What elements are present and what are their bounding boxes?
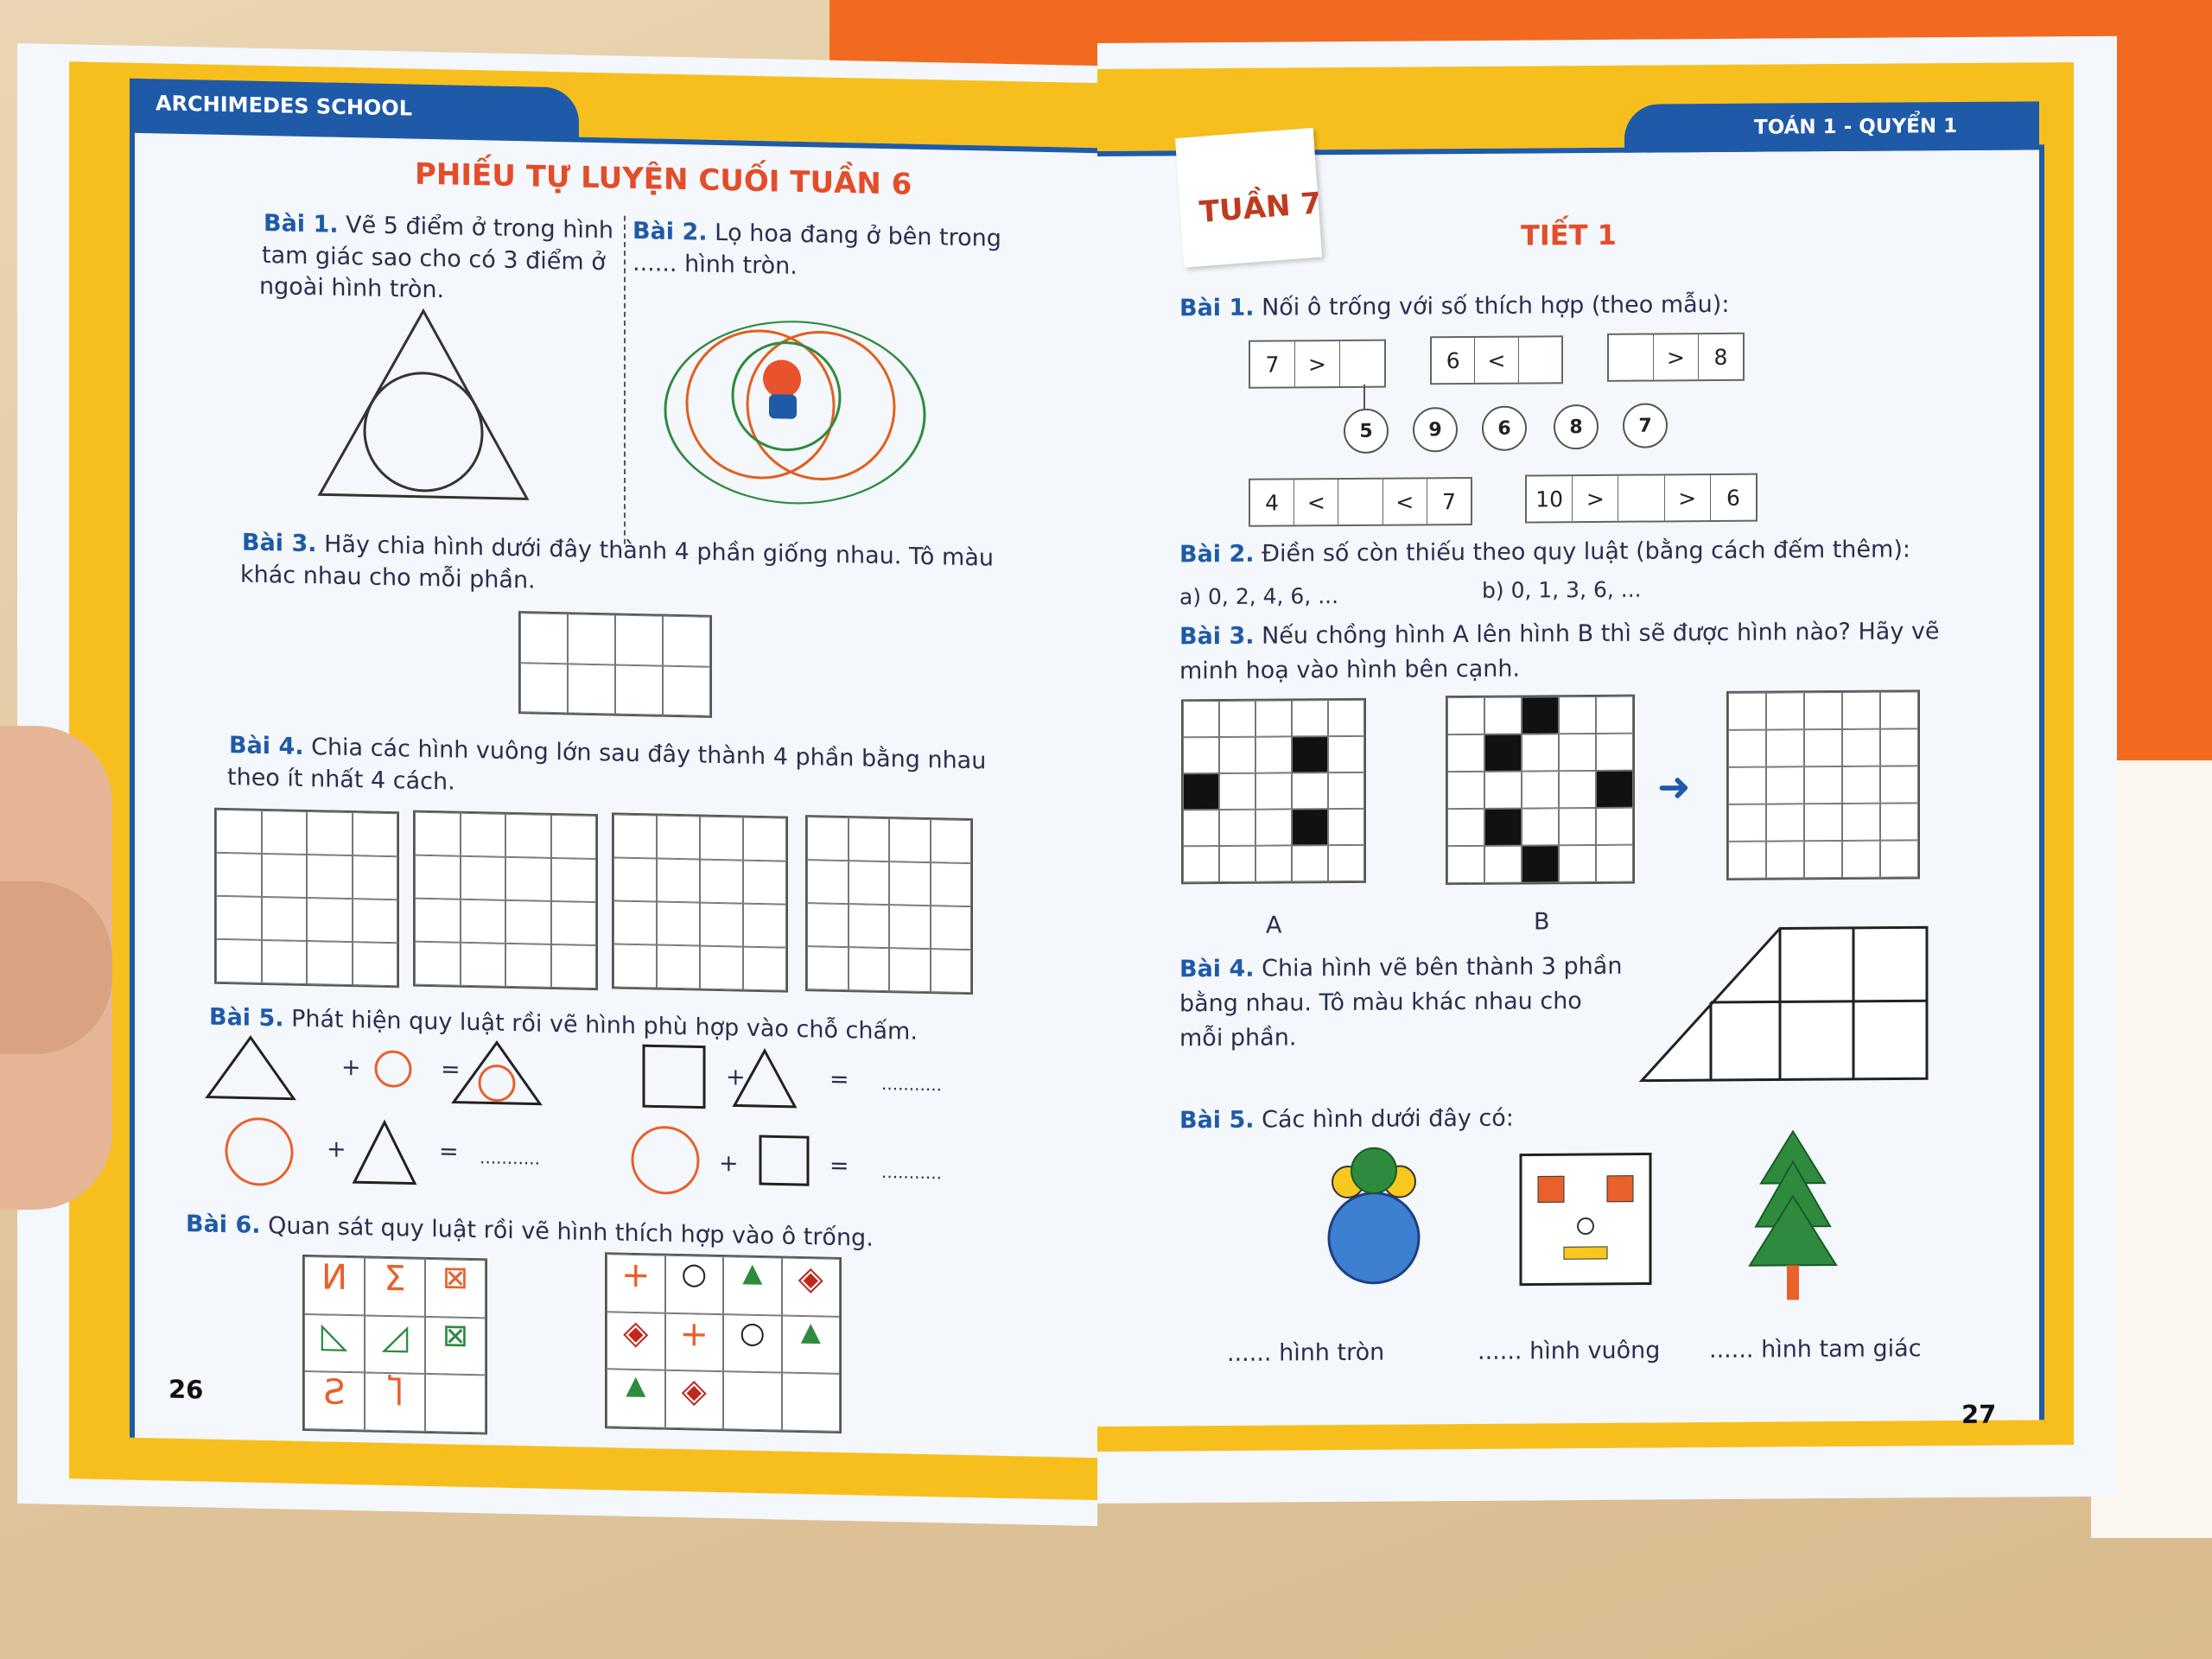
grid-cell bbox=[1880, 728, 1918, 766]
grid-cell bbox=[1447, 697, 1484, 734]
grid-cell bbox=[743, 861, 786, 905]
arrow-right-icon: ➜ bbox=[1657, 763, 1691, 810]
grid-cell bbox=[1183, 737, 1219, 773]
r-bai4-line2: bằng nhau. Tô màu khác nhau cho bbox=[1179, 988, 1582, 1018]
grid-cell bbox=[849, 947, 890, 991]
grid-cell bbox=[1484, 772, 1522, 809]
grid-cell bbox=[1255, 809, 1292, 845]
grid-cell bbox=[461, 813, 506, 857]
grid-cell bbox=[931, 906, 972, 950]
bai3-line2: khác nhau cho mỗi phần. bbox=[240, 561, 536, 594]
trapezoid-figure bbox=[1642, 927, 1927, 1084]
grid-cell bbox=[1328, 809, 1364, 845]
number-circle-6[interactable]: 6 bbox=[1482, 406, 1527, 451]
grid-cell bbox=[1766, 729, 1804, 766]
grid-cell bbox=[1522, 771, 1559, 808]
grid-cell bbox=[1728, 767, 1766, 804]
grid-cell bbox=[700, 946, 743, 990]
grid-cell bbox=[807, 817, 849, 861]
r-bai2-text: Bài 2. Điền số còn thiếu theo quy luật (bằng cách đếm thêm): bbox=[1179, 536, 1910, 569]
grid-cell bbox=[307, 941, 353, 985]
bai5-dots-1: ........... bbox=[881, 1072, 942, 1096]
r-bai2-a: a) 0, 2, 4, 6, ... bbox=[1179, 583, 1339, 610]
compare-box-3[interactable]: > 8 bbox=[1607, 333, 1745, 382]
count-circles: ...... hình tròn bbox=[1227, 1338, 1385, 1367]
grid-cell bbox=[1447, 809, 1484, 846]
grid-cell bbox=[1219, 846, 1255, 882]
grid-cell bbox=[1292, 736, 1328, 772]
grid-cell bbox=[1728, 693, 1766, 730]
grid-cell bbox=[1804, 766, 1842, 804]
grid-cell bbox=[1484, 809, 1522, 846]
grid-cell bbox=[1328, 736, 1364, 772]
grid-cell bbox=[700, 860, 743, 904]
grid-cell bbox=[1484, 846, 1522, 883]
grid-cell bbox=[1559, 696, 1596, 734]
bai4-line1: Bài 4. Chia các hình vuông lớn sau đây thành 4 phần bằng nhau bbox=[229, 732, 987, 775]
grid-cell bbox=[216, 939, 262, 983]
grid-cell bbox=[613, 857, 657, 901]
grid-cell bbox=[849, 861, 890, 905]
grid-cell bbox=[461, 856, 506, 900]
r-bai2-b: b) 0, 1, 3, 6, ... bbox=[1482, 576, 1642, 603]
squares-figure bbox=[1516, 1149, 1655, 1288]
grid-cell bbox=[216, 853, 262, 897]
grid-cell bbox=[216, 810, 262, 854]
grid-cell bbox=[1804, 804, 1842, 841]
grid-cell bbox=[1766, 692, 1804, 729]
week-label: TUẦN 7 bbox=[1198, 186, 1323, 231]
grid-cell bbox=[1842, 729, 1880, 766]
grid-cell bbox=[1292, 772, 1328, 809]
grid-cell bbox=[889, 818, 931, 862]
bai5-equals-2: = bbox=[830, 1065, 849, 1094]
bai1-line1: Bài 1. Vẽ 5 điểm ở trong hình bbox=[264, 209, 614, 245]
grid-cell bbox=[415, 899, 461, 943]
bai3-line1: Bài 3. Hãy chia hình dưới đây thành 4 phần giống nhau. Tô màu bbox=[242, 529, 994, 572]
grid-cell bbox=[1219, 773, 1255, 810]
grid-cell bbox=[307, 898, 353, 942]
r-bai3-line1: Bài 3. Nếu chồng hình A lên hình B thì sẽ được hình nào? Hãy vẽ bbox=[1179, 618, 1940, 651]
compare-box-1[interactable]: 7 > bbox=[1249, 340, 1386, 389]
grid-cell bbox=[700, 817, 743, 861]
grid-cell bbox=[262, 854, 308, 898]
grid-cell bbox=[1596, 808, 1633, 845]
left-page-number: 26 bbox=[168, 1374, 204, 1405]
bai5-plus-4: + bbox=[719, 1150, 739, 1178]
lesson-title: TIẾT 1 bbox=[1521, 218, 1617, 252]
bai3-rectangle-grid bbox=[518, 611, 712, 718]
grid-cell bbox=[1559, 808, 1596, 845]
left-page bbox=[17, 43, 1097, 1526]
count-triangles: ...... hình tam giác bbox=[1709, 1335, 1922, 1364]
grid-cell bbox=[931, 949, 972, 993]
grid-cell bbox=[415, 812, 461, 856]
bai4-square-grid-3 bbox=[612, 812, 788, 992]
grid-cell bbox=[743, 817, 786, 861]
number-circle-8[interactable]: 8 bbox=[1554, 404, 1599, 449]
bai4-line2: theo ít nhất 4 cách. bbox=[227, 764, 455, 796]
grid-cell bbox=[657, 902, 700, 946]
grid-cell bbox=[1255, 772, 1292, 809]
connector-line bbox=[1363, 385, 1365, 410]
book-header: TOÁN 1 - QUYỂN 1 bbox=[1754, 115, 1958, 139]
tree-figure bbox=[1745, 1131, 1840, 1305]
divider-line bbox=[624, 216, 626, 544]
grid-cell bbox=[1292, 845, 1328, 881]
grid-cell bbox=[1522, 808, 1559, 845]
grid-cell bbox=[1766, 766, 1804, 804]
count-squares: ...... hình vuông bbox=[1478, 1337, 1661, 1365]
number-circle-5[interactable]: 5 bbox=[1344, 409, 1389, 454]
grid-cell bbox=[353, 942, 398, 986]
grid-cell bbox=[551, 901, 597, 945]
grid-cell bbox=[1880, 803, 1918, 840]
grid-cell bbox=[505, 814, 551, 858]
grid-a bbox=[1181, 698, 1366, 884]
r-bai1-text: Bài 1. Nối ô trống với số thích hợp (theo mẫu): bbox=[1179, 290, 1730, 322]
grid-b bbox=[1446, 695, 1635, 886]
grid-cell bbox=[1880, 766, 1918, 803]
triangle-with-circle bbox=[320, 308, 536, 512]
bai5-equals-4: = bbox=[830, 1152, 849, 1180]
grid-cell bbox=[415, 942, 461, 986]
grid-cell bbox=[307, 855, 353, 899]
bai5-dots-2: ........... bbox=[480, 1147, 540, 1169]
grid-answer bbox=[1726, 690, 1920, 880]
bai5-row1-right bbox=[639, 1041, 795, 1114]
bai5-row1-left bbox=[207, 1033, 570, 1109]
grid-cell bbox=[262, 810, 308, 855]
bai5-equals-3: = bbox=[439, 1138, 459, 1166]
grid-cell bbox=[1219, 810, 1255, 846]
grid-cell bbox=[1596, 845, 1633, 882]
grid-cell bbox=[1447, 734, 1484, 772]
bai2-line1: Bài 2. Lọ hoa đang ở bên trong bbox=[632, 217, 1001, 252]
vase-in-circles bbox=[657, 316, 933, 512]
grid-cell bbox=[743, 947, 786, 991]
grid-cell bbox=[1559, 771, 1596, 808]
grid-cell bbox=[1292, 809, 1328, 845]
grid-cell bbox=[551, 944, 597, 988]
grid-cell bbox=[1596, 734, 1633, 771]
grid-cell bbox=[613, 944, 657, 988]
right-page bbox=[1097, 36, 2117, 1503]
grid-cell bbox=[1183, 773, 1219, 810]
grid-cell bbox=[461, 899, 506, 944]
grid-cell bbox=[1255, 736, 1292, 772]
grid-cell bbox=[931, 819, 972, 863]
grid-cell bbox=[1328, 700, 1364, 736]
compare-box-2[interactable]: 6 < bbox=[1430, 335, 1563, 385]
grid-cell bbox=[353, 855, 398, 899]
grid-cell bbox=[657, 816, 700, 860]
grid-cell bbox=[551, 815, 597, 859]
bai1-line2: tam giác sao cho có 3 điểm ở bbox=[262, 241, 606, 276]
grid-cell bbox=[1880, 691, 1918, 728]
grid-cell bbox=[613, 900, 657, 944]
grid-cell bbox=[1522, 696, 1559, 734]
grid-cell bbox=[505, 944, 551, 988]
grid-cell bbox=[1183, 701, 1219, 737]
bai5-equals-1: = bbox=[441, 1056, 461, 1084]
bai5-plus-3: + bbox=[327, 1135, 346, 1163]
grid-cell bbox=[1522, 734, 1559, 771]
bai5-plus-1: + bbox=[341, 1053, 361, 1082]
grid-cell bbox=[1596, 771, 1633, 808]
grid-cell bbox=[1183, 810, 1219, 846]
grid-cell bbox=[353, 812, 398, 856]
grid-cell bbox=[307, 811, 353, 855]
grid-cell bbox=[1292, 700, 1328, 736]
grid-cell bbox=[889, 948, 931, 992]
bai1-line3: ngoài hình tròn. bbox=[259, 272, 445, 304]
grid-cell bbox=[807, 946, 849, 990]
grid-cell bbox=[807, 903, 849, 947]
grid-cell bbox=[1447, 846, 1484, 883]
grid-cell bbox=[262, 897, 308, 941]
grid-cell bbox=[613, 814, 657, 858]
grid-cell bbox=[216, 896, 262, 940]
grid-cell bbox=[1559, 845, 1596, 882]
bai5-plus-2: + bbox=[726, 1064, 746, 1091]
grid-cell bbox=[505, 857, 551, 901]
grid-cell bbox=[807, 860, 849, 904]
grid-cell bbox=[1842, 766, 1880, 804]
bai5-dots-3: ........... bbox=[881, 1160, 942, 1184]
bai6-text: Bài 6. Quan sát quy luật rồi vẽ hình thích hợp vào ô trống. bbox=[186, 1211, 874, 1252]
grid-cell bbox=[1484, 734, 1522, 772]
grid-cell bbox=[1328, 772, 1364, 809]
grid-cell bbox=[1728, 804, 1766, 842]
grid-cell bbox=[1804, 692, 1842, 729]
grid-cell bbox=[700, 903, 743, 947]
bai4-square-grid-2 bbox=[413, 810, 598, 990]
open-workbook bbox=[17, 43, 2074, 1503]
grid-cell bbox=[1804, 729, 1842, 766]
grid-cell bbox=[657, 945, 700, 989]
number-circle-7[interactable]: 7 bbox=[1623, 403, 1668, 448]
grid-cell bbox=[1183, 846, 1219, 882]
bai4-square-grid-1 bbox=[214, 808, 399, 988]
circles-figure bbox=[1322, 1142, 1426, 1290]
bai4-square-grid-4 bbox=[805, 815, 973, 995]
grid-cell bbox=[505, 900, 551, 944]
grid-cell bbox=[889, 905, 931, 949]
grid-cell bbox=[1728, 730, 1766, 767]
bai2-line2: ...... hình tròn. bbox=[632, 249, 798, 280]
school-name: ARCHIMEDES SCHOOL bbox=[156, 91, 412, 121]
grid-cell bbox=[1522, 845, 1559, 882]
grid-cell bbox=[849, 904, 890, 948]
grid-cell bbox=[657, 859, 700, 903]
grid-cell bbox=[1842, 692, 1880, 729]
r-bai3-line2: minh hoạ vào hình bên cạnh. bbox=[1179, 655, 1521, 685]
grid-cell bbox=[889, 861, 931, 906]
grid-cell bbox=[461, 943, 506, 987]
r-bai5-text: Bài 5. Các hình dưới đây có: bbox=[1179, 1104, 1514, 1135]
grid-cell bbox=[1766, 841, 1804, 878]
r-bai4-line3: mỗi phần. bbox=[1179, 1024, 1297, 1052]
grid-cell bbox=[1447, 772, 1484, 809]
grid-cell bbox=[1766, 804, 1804, 841]
grid-cell bbox=[1219, 701, 1255, 737]
grid-cell bbox=[1559, 734, 1596, 771]
grid-cell bbox=[1255, 700, 1292, 736]
grid-cell bbox=[1255, 845, 1292, 881]
grid-cell bbox=[1842, 804, 1880, 841]
grid-cell bbox=[931, 862, 972, 906]
bai6-pattern-grid-1: И Σ ⊠ ◺ ◿ ⊠ Ƨ Ⴈ bbox=[302, 1255, 487, 1434]
grid-cell bbox=[262, 940, 308, 984]
compare-box-4[interactable]: 4 < < 7 bbox=[1249, 477, 1472, 527]
grid-cell bbox=[1880, 840, 1918, 877]
bai5-text: Bài 5. Phát hiện quy luật rồi vẽ hình phù hợp vào chỗ chấm. bbox=[209, 1003, 918, 1046]
grid-cell bbox=[415, 855, 461, 899]
grid-cell bbox=[551, 858, 597, 902]
grid-cell bbox=[1728, 842, 1766, 879]
grid-cell bbox=[743, 904, 786, 948]
grid-cell bbox=[1484, 697, 1522, 734]
compare-box-5[interactable]: 10 > > 6 bbox=[1525, 474, 1758, 524]
number-circle-9[interactable]: 9 bbox=[1413, 407, 1458, 452]
r-bai4-line1: Bài 4. Chia hình vẽ bên thành 3 phần bbox=[1179, 952, 1623, 983]
grid-cell bbox=[1219, 737, 1255, 773]
grid-cell bbox=[1328, 845, 1364, 881]
grid-cell bbox=[849, 817, 890, 861]
worksheet-title: PHIẾU TỰ LUYỆN CUỐI TUẦN 6 bbox=[415, 156, 912, 202]
grid-cell bbox=[1804, 841, 1842, 878]
grid-cell bbox=[1842, 841, 1880, 878]
grid-b-label: B bbox=[1534, 908, 1550, 936]
grid-cell bbox=[1596, 696, 1633, 734]
bai6-pattern-grid-2: + ○ ▲ ◈ ◈ + ○ ▲ ▲ ◈ bbox=[605, 1252, 842, 1433]
grid-a-label: A bbox=[1266, 912, 1282, 939]
right-page-number: 27 bbox=[1961, 1399, 1997, 1430]
grid-cell bbox=[353, 899, 398, 943]
